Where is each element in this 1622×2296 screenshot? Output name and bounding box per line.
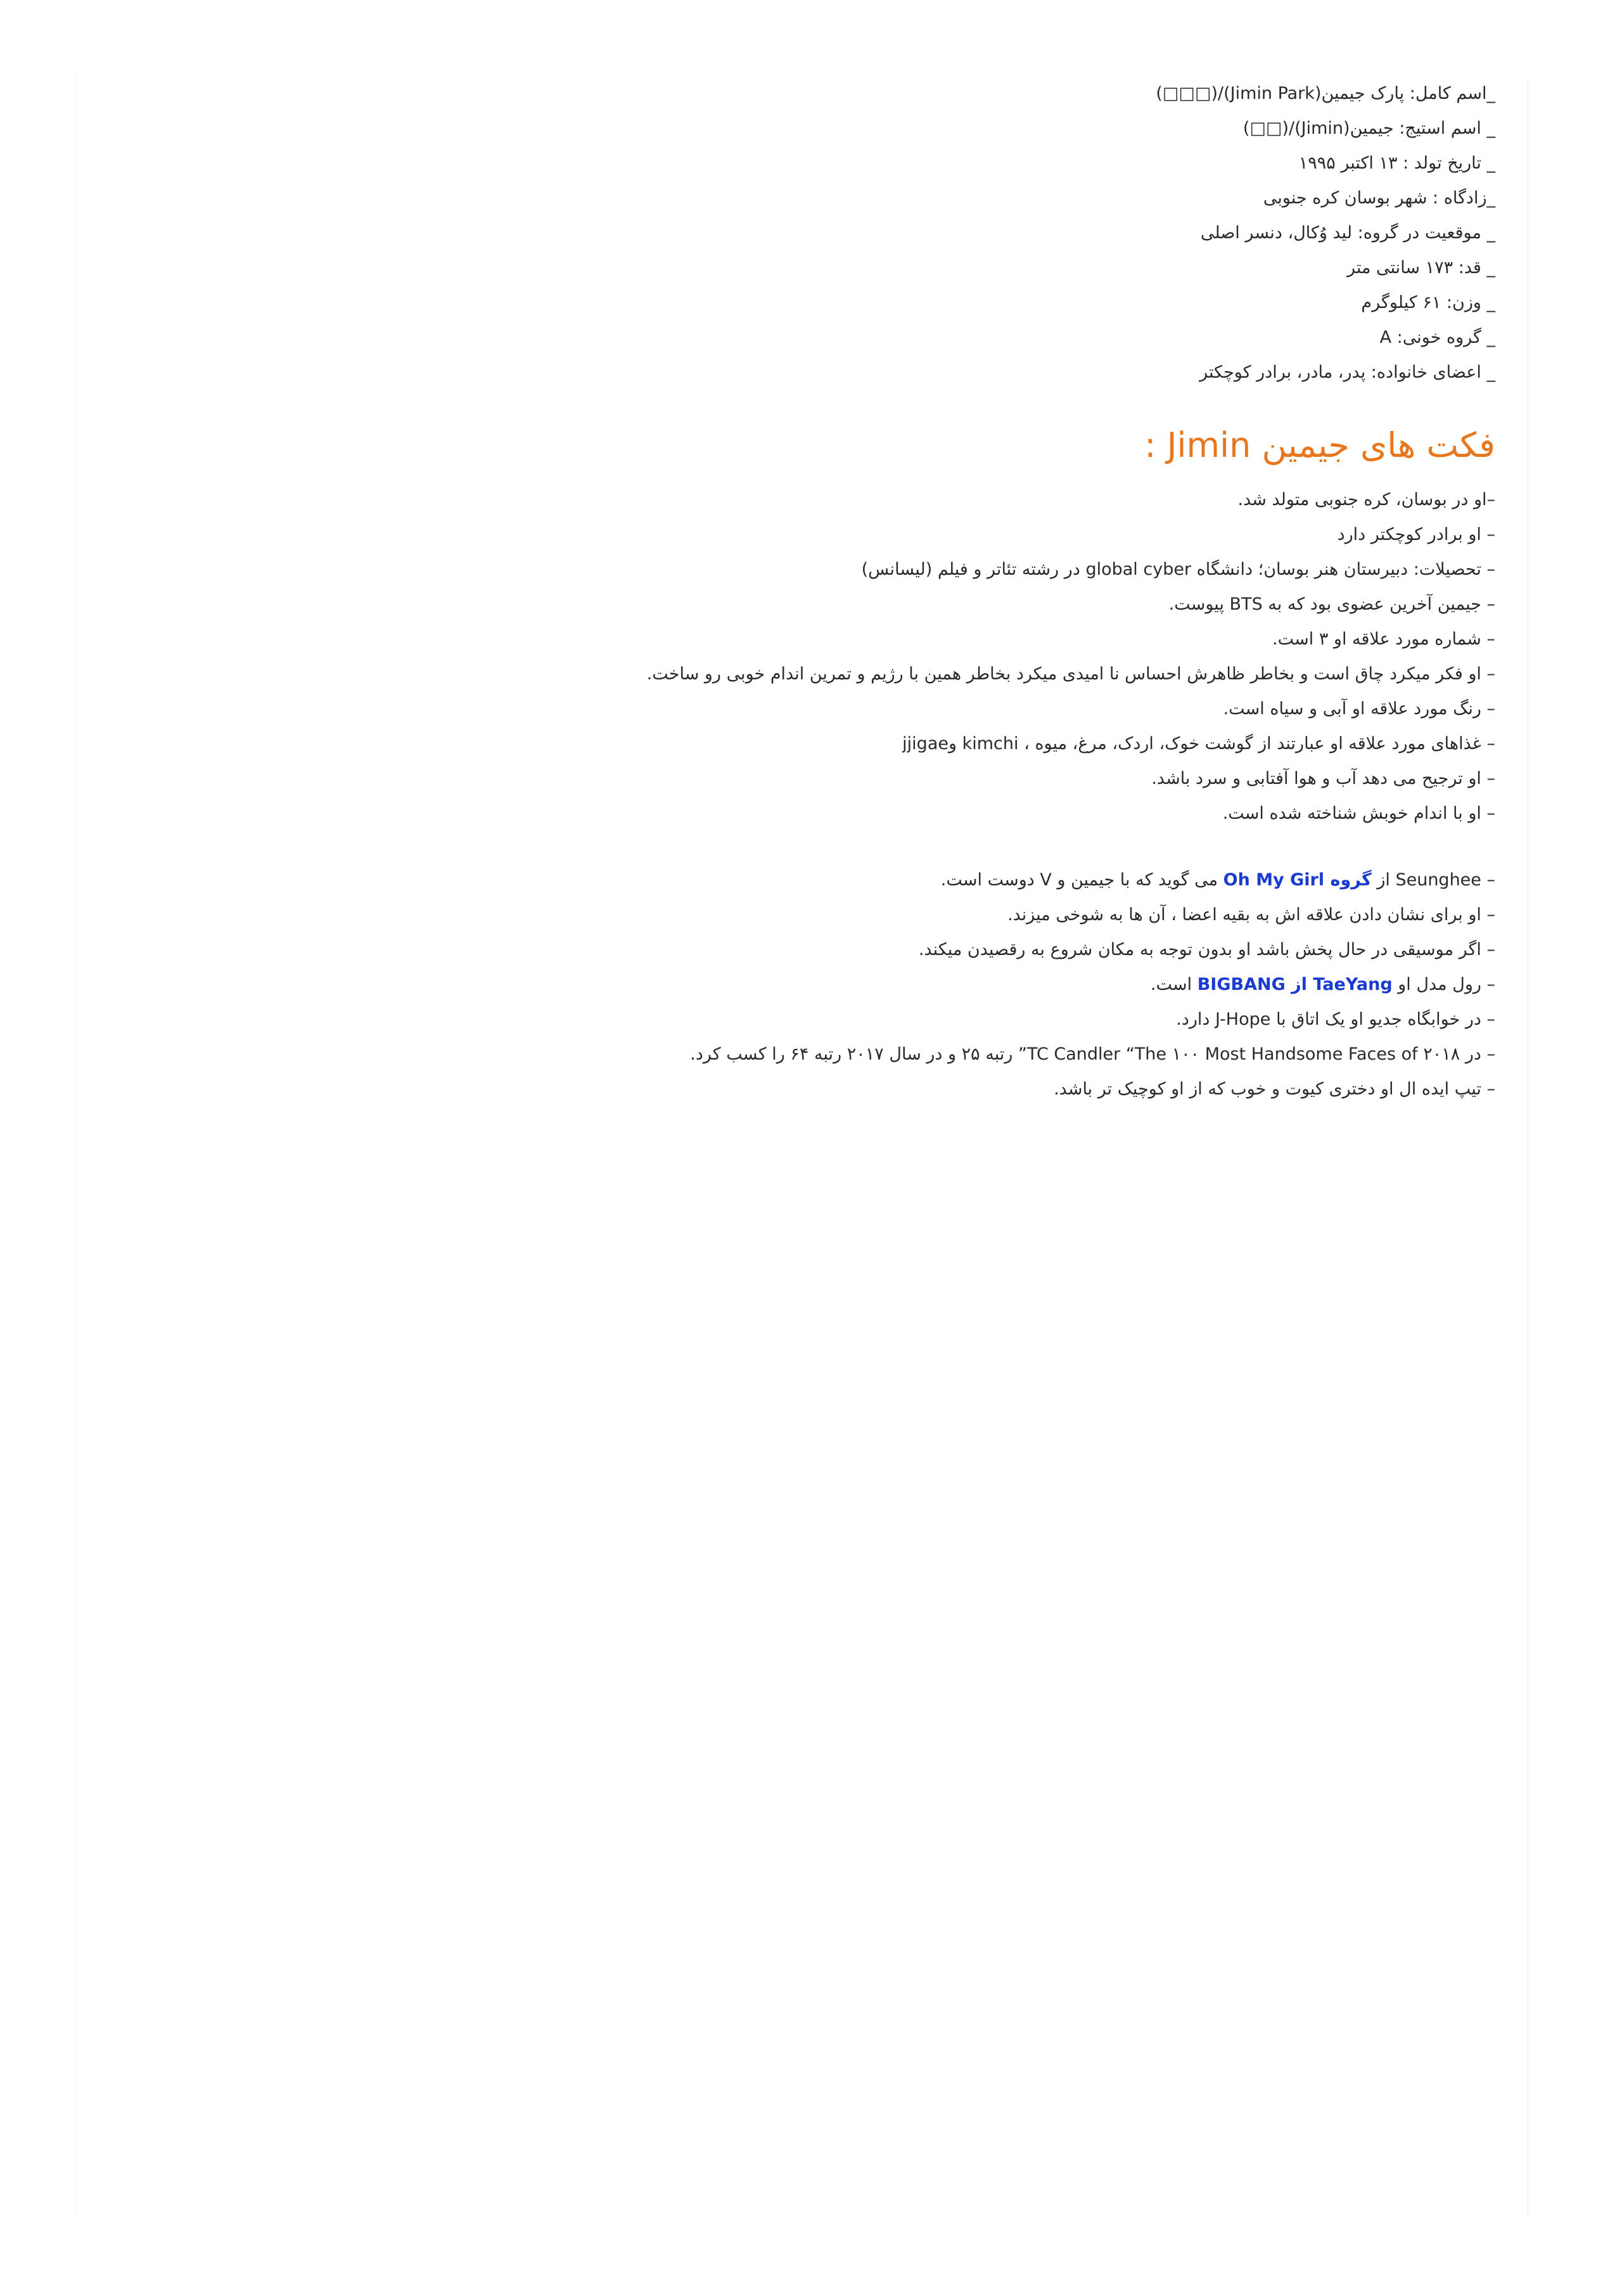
fact-item-role-model [241, 967, 1495, 1002]
profile-birthplace: _زادگاه : شهر بوسان کره جنوبی [1263, 188, 1495, 208]
fact-item: – غذاهای مورد علاقه او عبارتند از گوشت خوک، اردک، مرغ، میوه ، kimchi وjjigae [902, 734, 1495, 754]
fact-item: – اگر موسیقی در حال پخش باشد او بدون توجه به مکان شروع به رقصیدن میکند. [918, 940, 1495, 959]
fact-item: – جیمین آخرین عضوی بود که به BTS پیوست. [1168, 594, 1495, 614]
fact-text: می گوید که با جیمین و V دوست است. [940, 870, 1223, 890]
taeyang-bigbang-link[interactable]: TaeYang از BIGBANG [1197, 975, 1393, 994]
fact-item: – او ترجیح می دهد آب و هوا آفتابی و سرد باشد. [1151, 769, 1495, 788]
fact-item: – او با اندام خوبش شناخته شده است. [1222, 804, 1495, 823]
fact-item: – او برای نشان دادن علاقه اش به بقیه اعضا ، آن ها به شوخی میزند. [1007, 905, 1495, 925]
oh-my-girl-link[interactable]: گروه Oh My Girl [1223, 870, 1372, 890]
facts-list-continued [241, 863, 1495, 1106]
profile-birthdate: _ تاریخ تولد : ۱۳ اکتبر ۱۹۹۵ [1298, 153, 1495, 173]
facts-list [241, 482, 1495, 831]
fact-text: است. [1150, 975, 1197, 994]
profile-height: _ قد: ۱۷۳ سانتی متر [1346, 258, 1495, 278]
fact-item: – شماره مورد علاقه او ۳ است. [1272, 629, 1495, 649]
fact-item: –او در بوسان، کره جنوبی متولد شد. [1237, 490, 1495, 510]
profile-family: _ اعضای خانواده: پدر، مادر، برادر کوچکتر [1199, 362, 1495, 382]
profile-full-name: _اسم کامل: پارک جیمین(Jimin Park)/(□□□) [1156, 84, 1495, 103]
profile-stage-name: _ اسم استیج: جیمین(Jimin)/(□□) [1242, 119, 1495, 138]
fact-item-seunghee [241, 863, 1495, 897]
facts-heading: فکت های جیمین Jimin : [1144, 425, 1495, 465]
article-content [570, 76, 1495, 1106]
fact-item: – تیپ ایده ال او دختری کیوت و خوب که از او کوچیک تر باشد. [1054, 1079, 1495, 1099]
fact-item: – تحصیلات: دبیرستان هنر بوسان؛ دانشگاه global cyber در رشته تئاتر و فیلم (لیسانس) [861, 560, 1495, 579]
profile-position: _ موقعیت در گروه: لید وُکال، دنسر اصلی [1200, 223, 1495, 243]
fact-item: – در خوابگاه جدیو او یک اتاق با J-Hope دارد. [1176, 1010, 1495, 1029]
profile-blood-type: _ گروه خونی: A [1379, 328, 1495, 347]
fact-item: – در ۲۰۱۸ TC Candler “The ۱۰۰ Most Handsome Faces of” رتبه ۲۵ و در سال ۲۰۱۷ رتبه ۶۴ را کسب کرد. [690, 1044, 1495, 1064]
fact-text: – Seunghee از [1371, 870, 1495, 890]
profile-list [570, 76, 1495, 390]
profile-weight: _ وزن: ۶۱ کیلوگرم [1361, 293, 1495, 312]
fact-text: – رول مدل او [1392, 975, 1495, 994]
fact-item: – رنگ مورد علاقه او آبی و سیاه است. [1223, 699, 1495, 719]
fact-item: – او فکر میکرد چاق است و بخاطر ظاهرش احساس نا امیدی میکرد بخاطر همین با رژیم و تمرین اندام خوبی رو ساخت. [646, 664, 1495, 684]
fact-item: – او برادر کوچکتر دارد [1337, 525, 1495, 544]
